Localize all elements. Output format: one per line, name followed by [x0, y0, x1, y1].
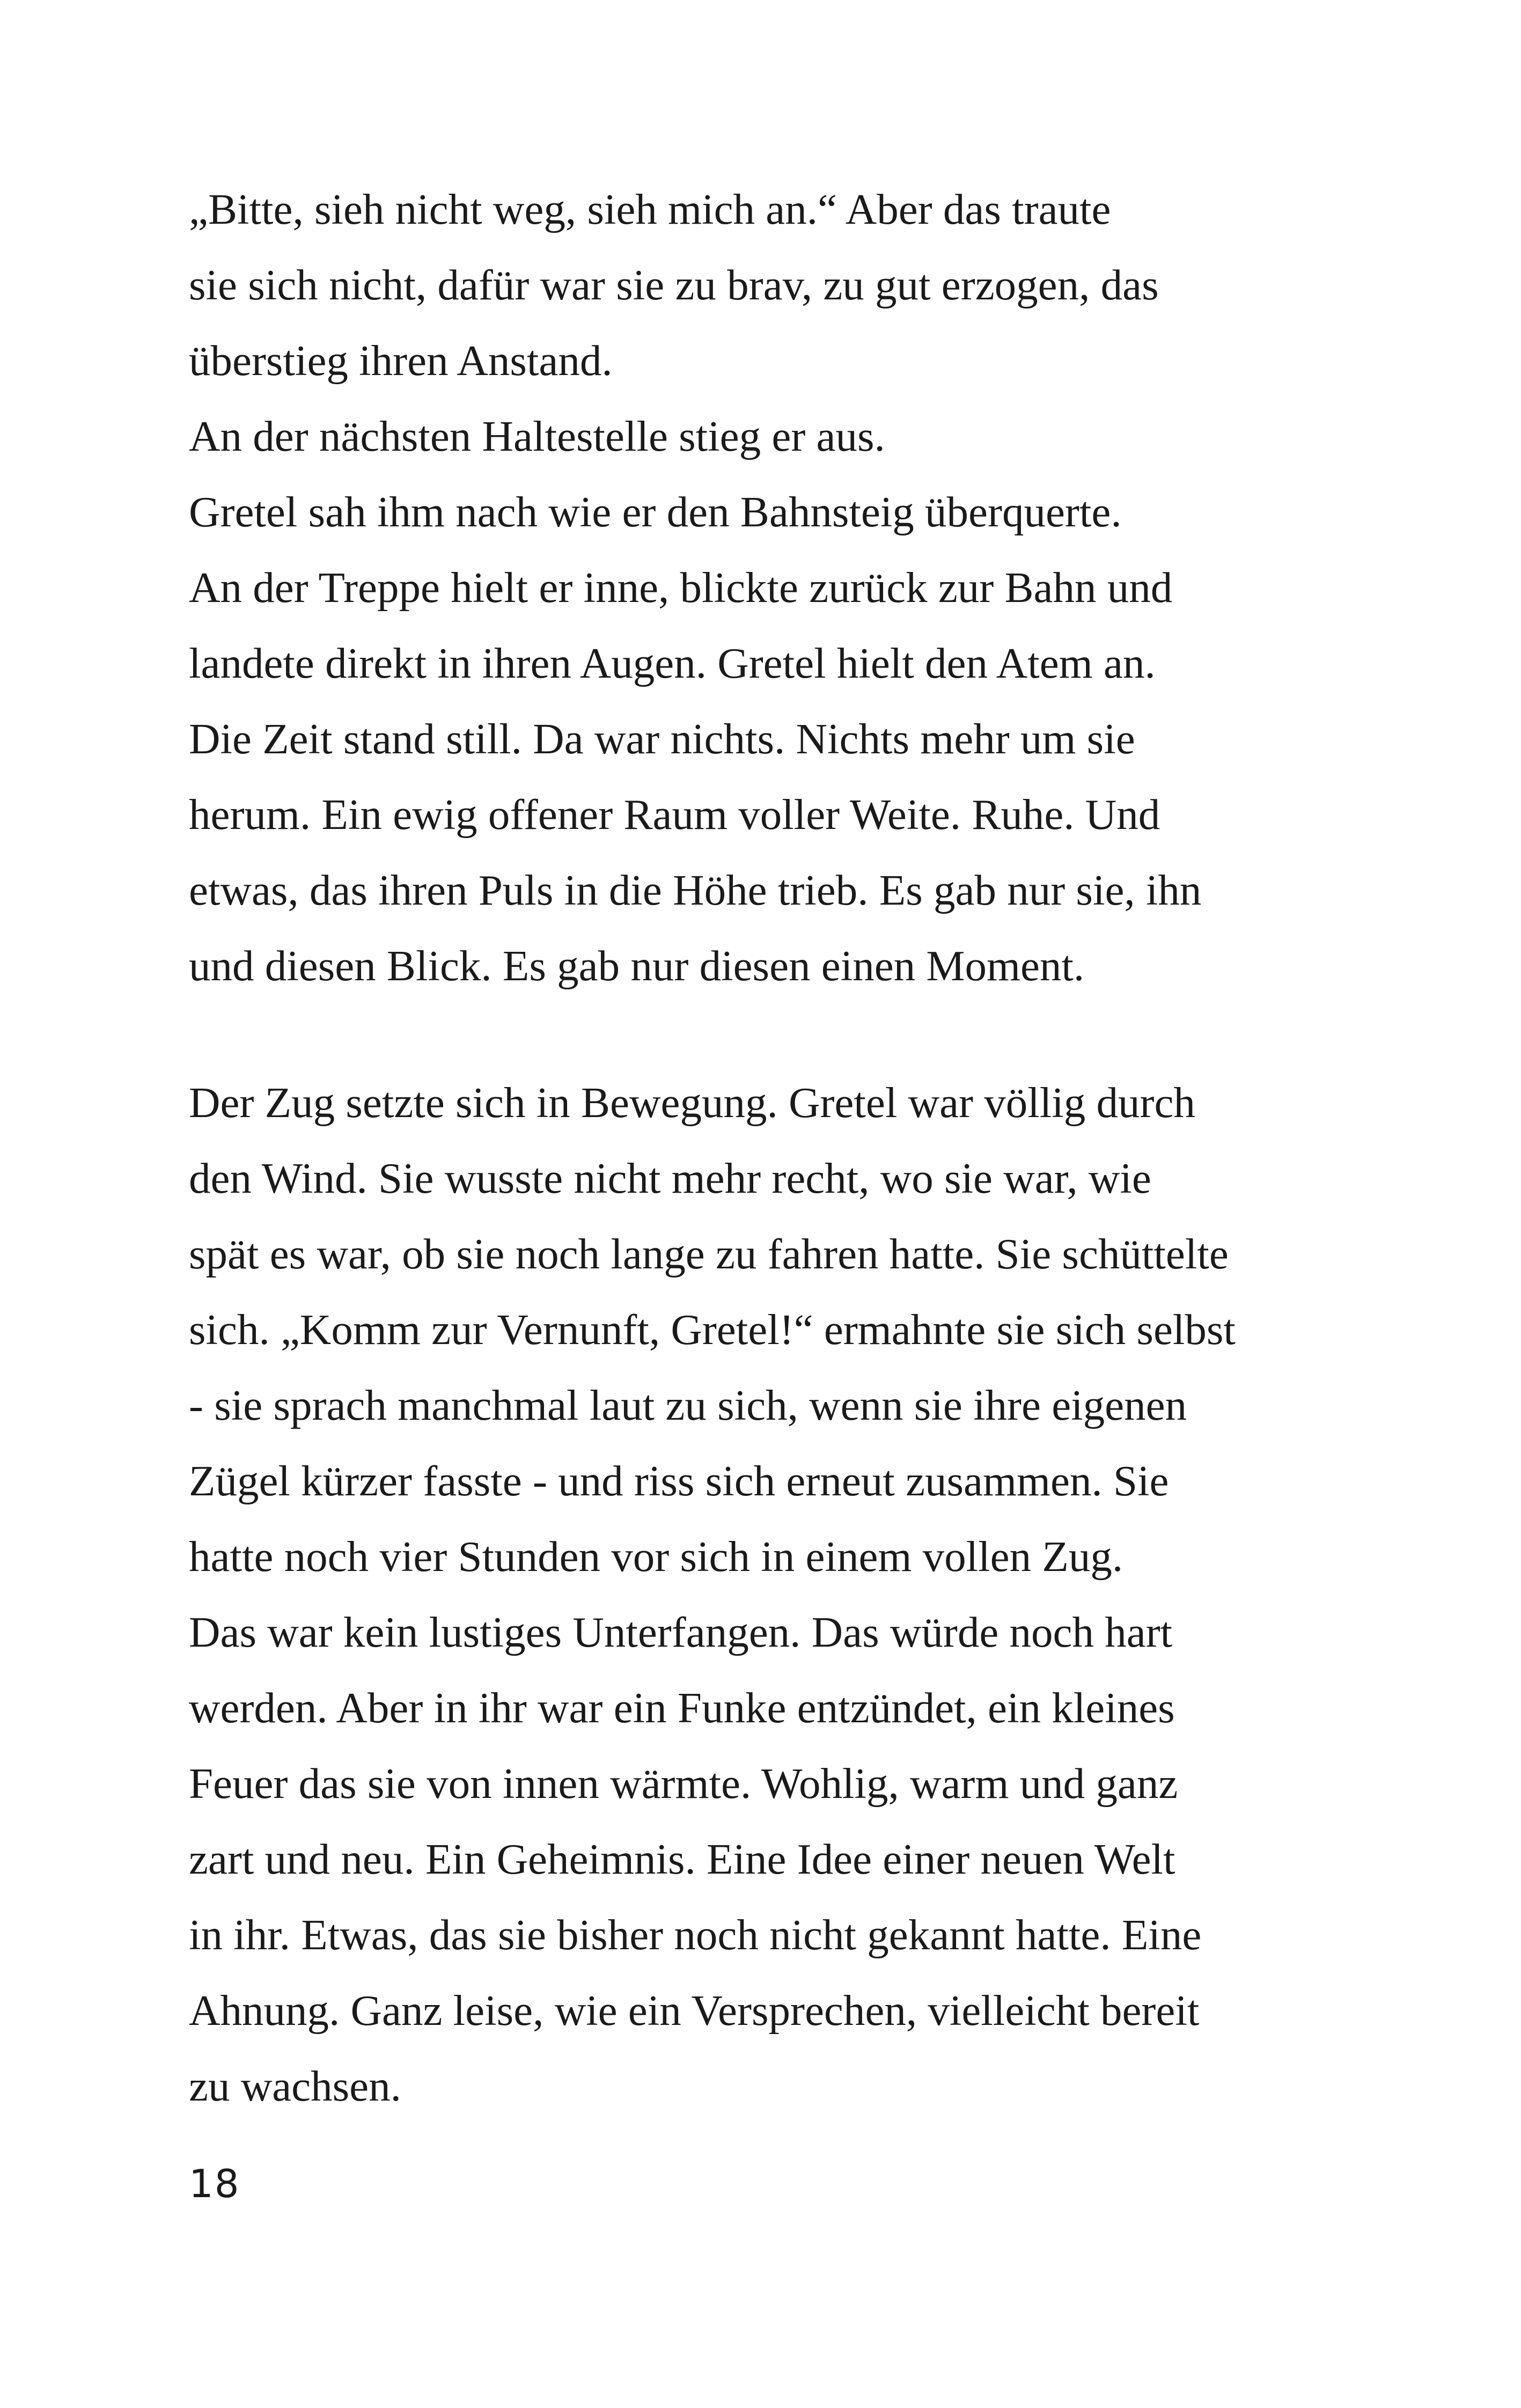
text-line: Gretel sah ihm nach wie er den Bahnsteig überquerte.	[189, 488, 1122, 536]
text-line: Der Zug setzte sich in Bewegung. Gretel war völlig durch	[189, 1078, 1195, 1127]
text-line: „Bitte, sieh nicht weg, sieh mich an.“ Aber das traute	[189, 185, 1111, 233]
text-line: landete direkt in ihren Augen. Gretel hielt den Atem an.	[189, 639, 1156, 687]
text-line: zart und neu. Ein Geheimnis. Eine Idee einer neuen Welt	[189, 1835, 1175, 1883]
paragraph-1	[189, 172, 1369, 1004]
text-line: und diesen Blick. Es gab nur diesen einen Moment.	[189, 942, 1085, 990]
text-line: herum. Ein ewig offener Raum voller Weite. Ruhe. Und	[189, 790, 1160, 839]
text-line: - sie sprach manchmal laut zu sich, wenn sie ihre eigenen	[189, 1381, 1187, 1429]
text-line: Ahnung. Ganz leise, wie ein Versprechen, vielleicht bereit	[189, 1986, 1200, 2035]
text-line: Feuer das sie von innen wärmte. Wohlig, warm und ganz	[189, 1759, 1178, 1808]
text-line: in ihr. Etwas, das sie bisher noch nicht gekannt hatte. Eine	[189, 1911, 1202, 1959]
text-line: sich. „Komm zur Vernunft, Gretel!“ ermahnte sie sich selbst	[189, 1305, 1236, 1354]
text-line: Das war kein lustiges Unterfangen. Das würde noch hart	[189, 1608, 1173, 1656]
text-line: den Wind. Sie wusste nicht mehr recht, wo sie war, wie	[189, 1154, 1151, 1202]
text-line: werden. Aber in ihr war ein Funke entzündet, ein kleines	[189, 1684, 1175, 1732]
paragraph-2	[189, 1065, 1369, 2124]
text-line: Die Zeit stand still. Da war nichts. Nichts mehr um sie	[189, 715, 1135, 763]
text-line: Zügel kürzer fasste - und riss sich erneut zusammen. Sie	[189, 1457, 1169, 1505]
text-line: etwas, das ihren Puls in die Höhe trieb. Es gab nur sie, ihn	[189, 866, 1202, 914]
text-line: An der Treppe hielt er inne, blickte zurück zur Bahn und	[189, 563, 1173, 612]
text-line: zu wachsen.	[189, 2062, 401, 2110]
page-number: 18	[189, 2161, 240, 2206]
text-line: An der nächsten Haltestelle stieg er aus.	[189, 412, 885, 460]
text-line: hatte noch vier Stunden vor sich in einem vollen Zug.	[189, 1532, 1123, 1581]
text-line: überstieg ihren Anstand.	[189, 336, 613, 385]
text-line: sie sich nicht, dafür war sie zu brav, zu gut erzogen, das	[189, 261, 1159, 309]
text-line: spät es war, ob sie noch lange zu fahren hatte. Sie schüttelte	[189, 1230, 1229, 1278]
